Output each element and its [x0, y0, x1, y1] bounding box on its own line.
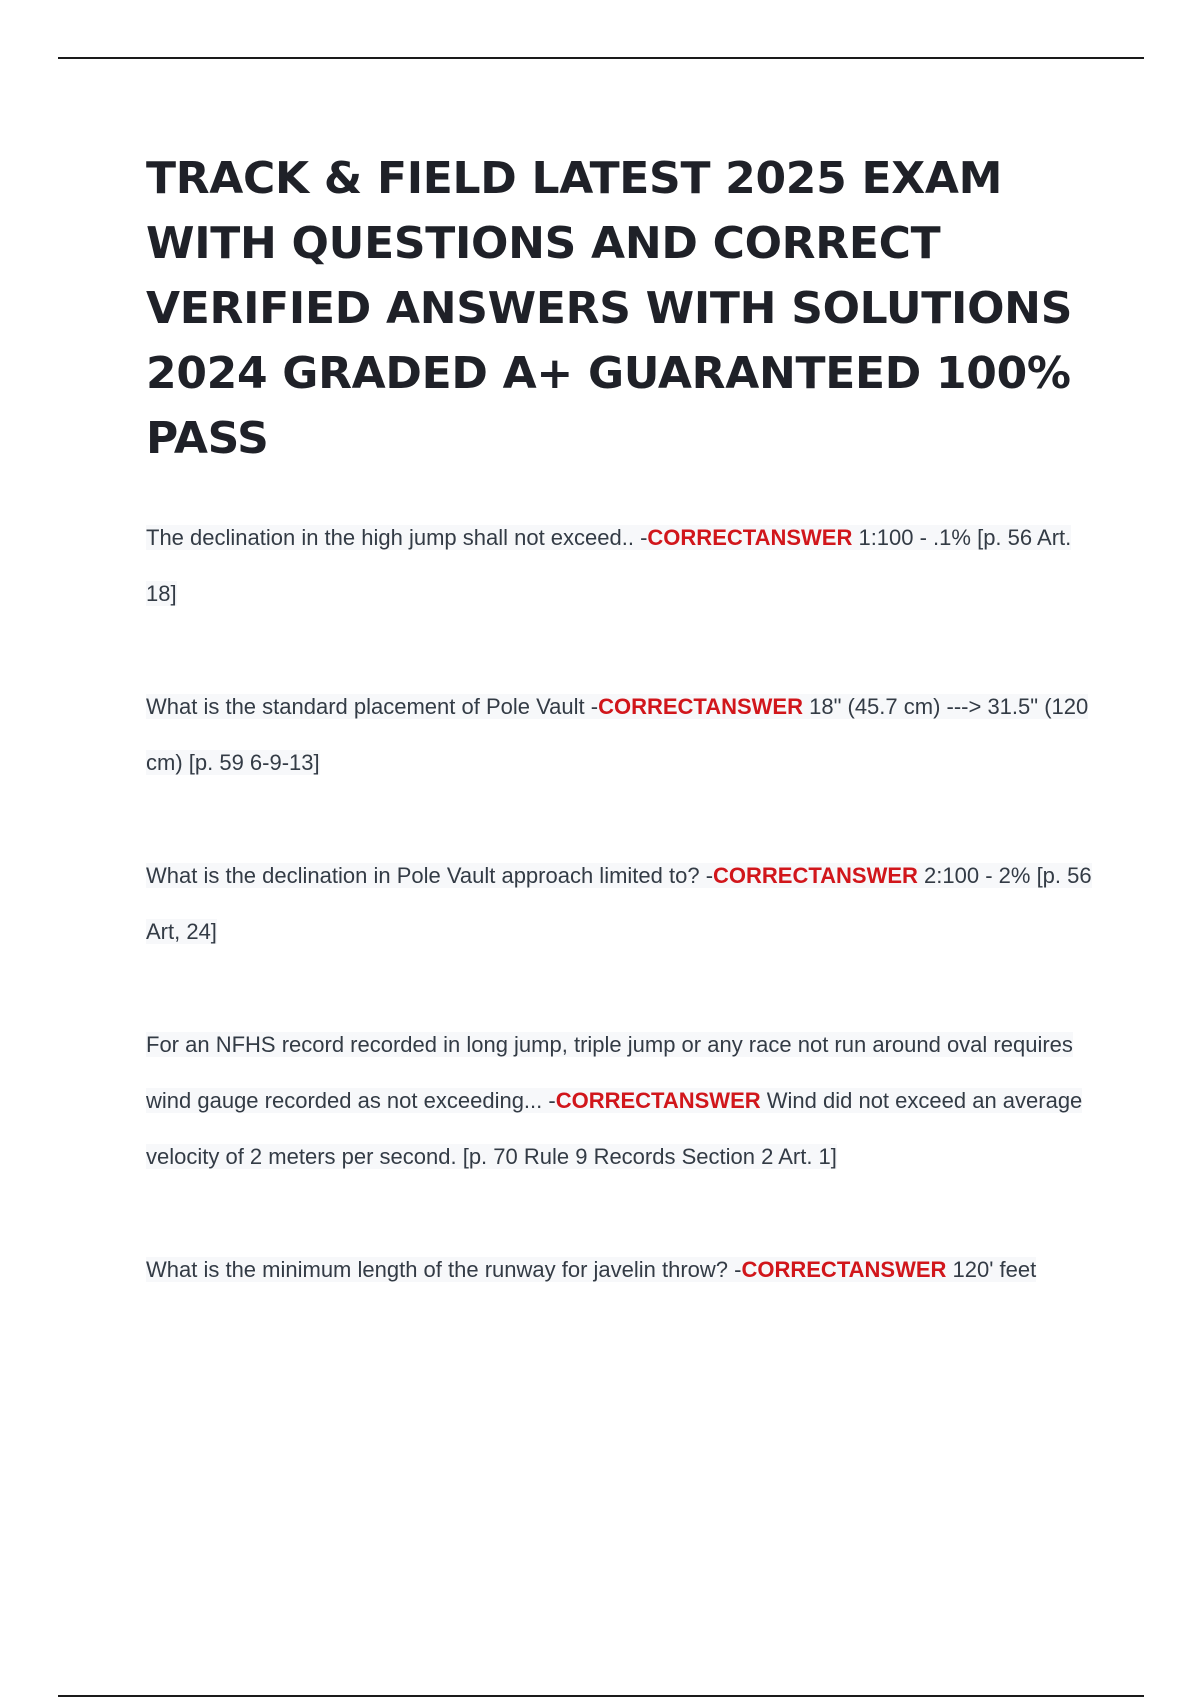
- correct-answer-marker: CORRECTANSWER: [647, 525, 853, 550]
- qa-item-5: [146, 1242, 1096, 1298]
- answer-text: 1:100 - .1% [p. 56 Art. 18]: [146, 525, 1072, 606]
- qa-item-2: [146, 679, 1096, 791]
- question-text: The declination in the high jump shall not exceed.. -: [146, 525, 648, 550]
- correct-answer-marker: CORRECTANSWER: [555, 1088, 761, 1113]
- question-text: What is the declination in Pole Vault approach limited to? -: [146, 863, 714, 888]
- qa-item-4: [146, 1017, 1096, 1185]
- answer-text: 120' feet: [946, 1257, 1037, 1282]
- answer-text: 2:100 - 2% [p. 56 Art, 24]: [146, 863, 1092, 944]
- bottom-divider: [58, 1695, 1144, 1697]
- top-divider: [58, 57, 1144, 59]
- answer-text: 18" (45.7 cm) ---> 31.5" (120 cm) [p. 59 6-9-13]: [146, 694, 1089, 775]
- correct-answer-marker: CORRECTANSWER: [741, 1257, 947, 1282]
- correct-answer-marker: CORRECTANSWER: [713, 863, 918, 888]
- qa-item-3: [146, 848, 1096, 960]
- correct-answer-marker: CORRECTANSWER: [598, 694, 803, 719]
- question-text: What is the minimum length of the runway for javelin throw? -: [146, 1257, 742, 1282]
- qa-item-1: [146, 510, 1096, 622]
- qa-list: [146, 510, 1096, 1355]
- answer-text: Wind did not exceed an average velocity of 2 meters per second. [p. 70 Rule 9 Records Section 2 Art. 1]: [146, 1088, 1083, 1169]
- question-text: For an NFHS record recorded in long jump, triple jump or any race not run around oval requires wind gauge recorded as not exceeding... -: [146, 1032, 1073, 1113]
- question-text: What is the standard placement of Pole Vault -: [146, 694, 599, 719]
- document-title: TRACK & FIELD LATEST 2025 EXAM WITH QUESTIONS AND CORRECT VERIFIED ANSWERS WITH SOLUTIONS 2024 GRADED A+ GUARANTEED 100% PASS: [146, 153, 1073, 464]
